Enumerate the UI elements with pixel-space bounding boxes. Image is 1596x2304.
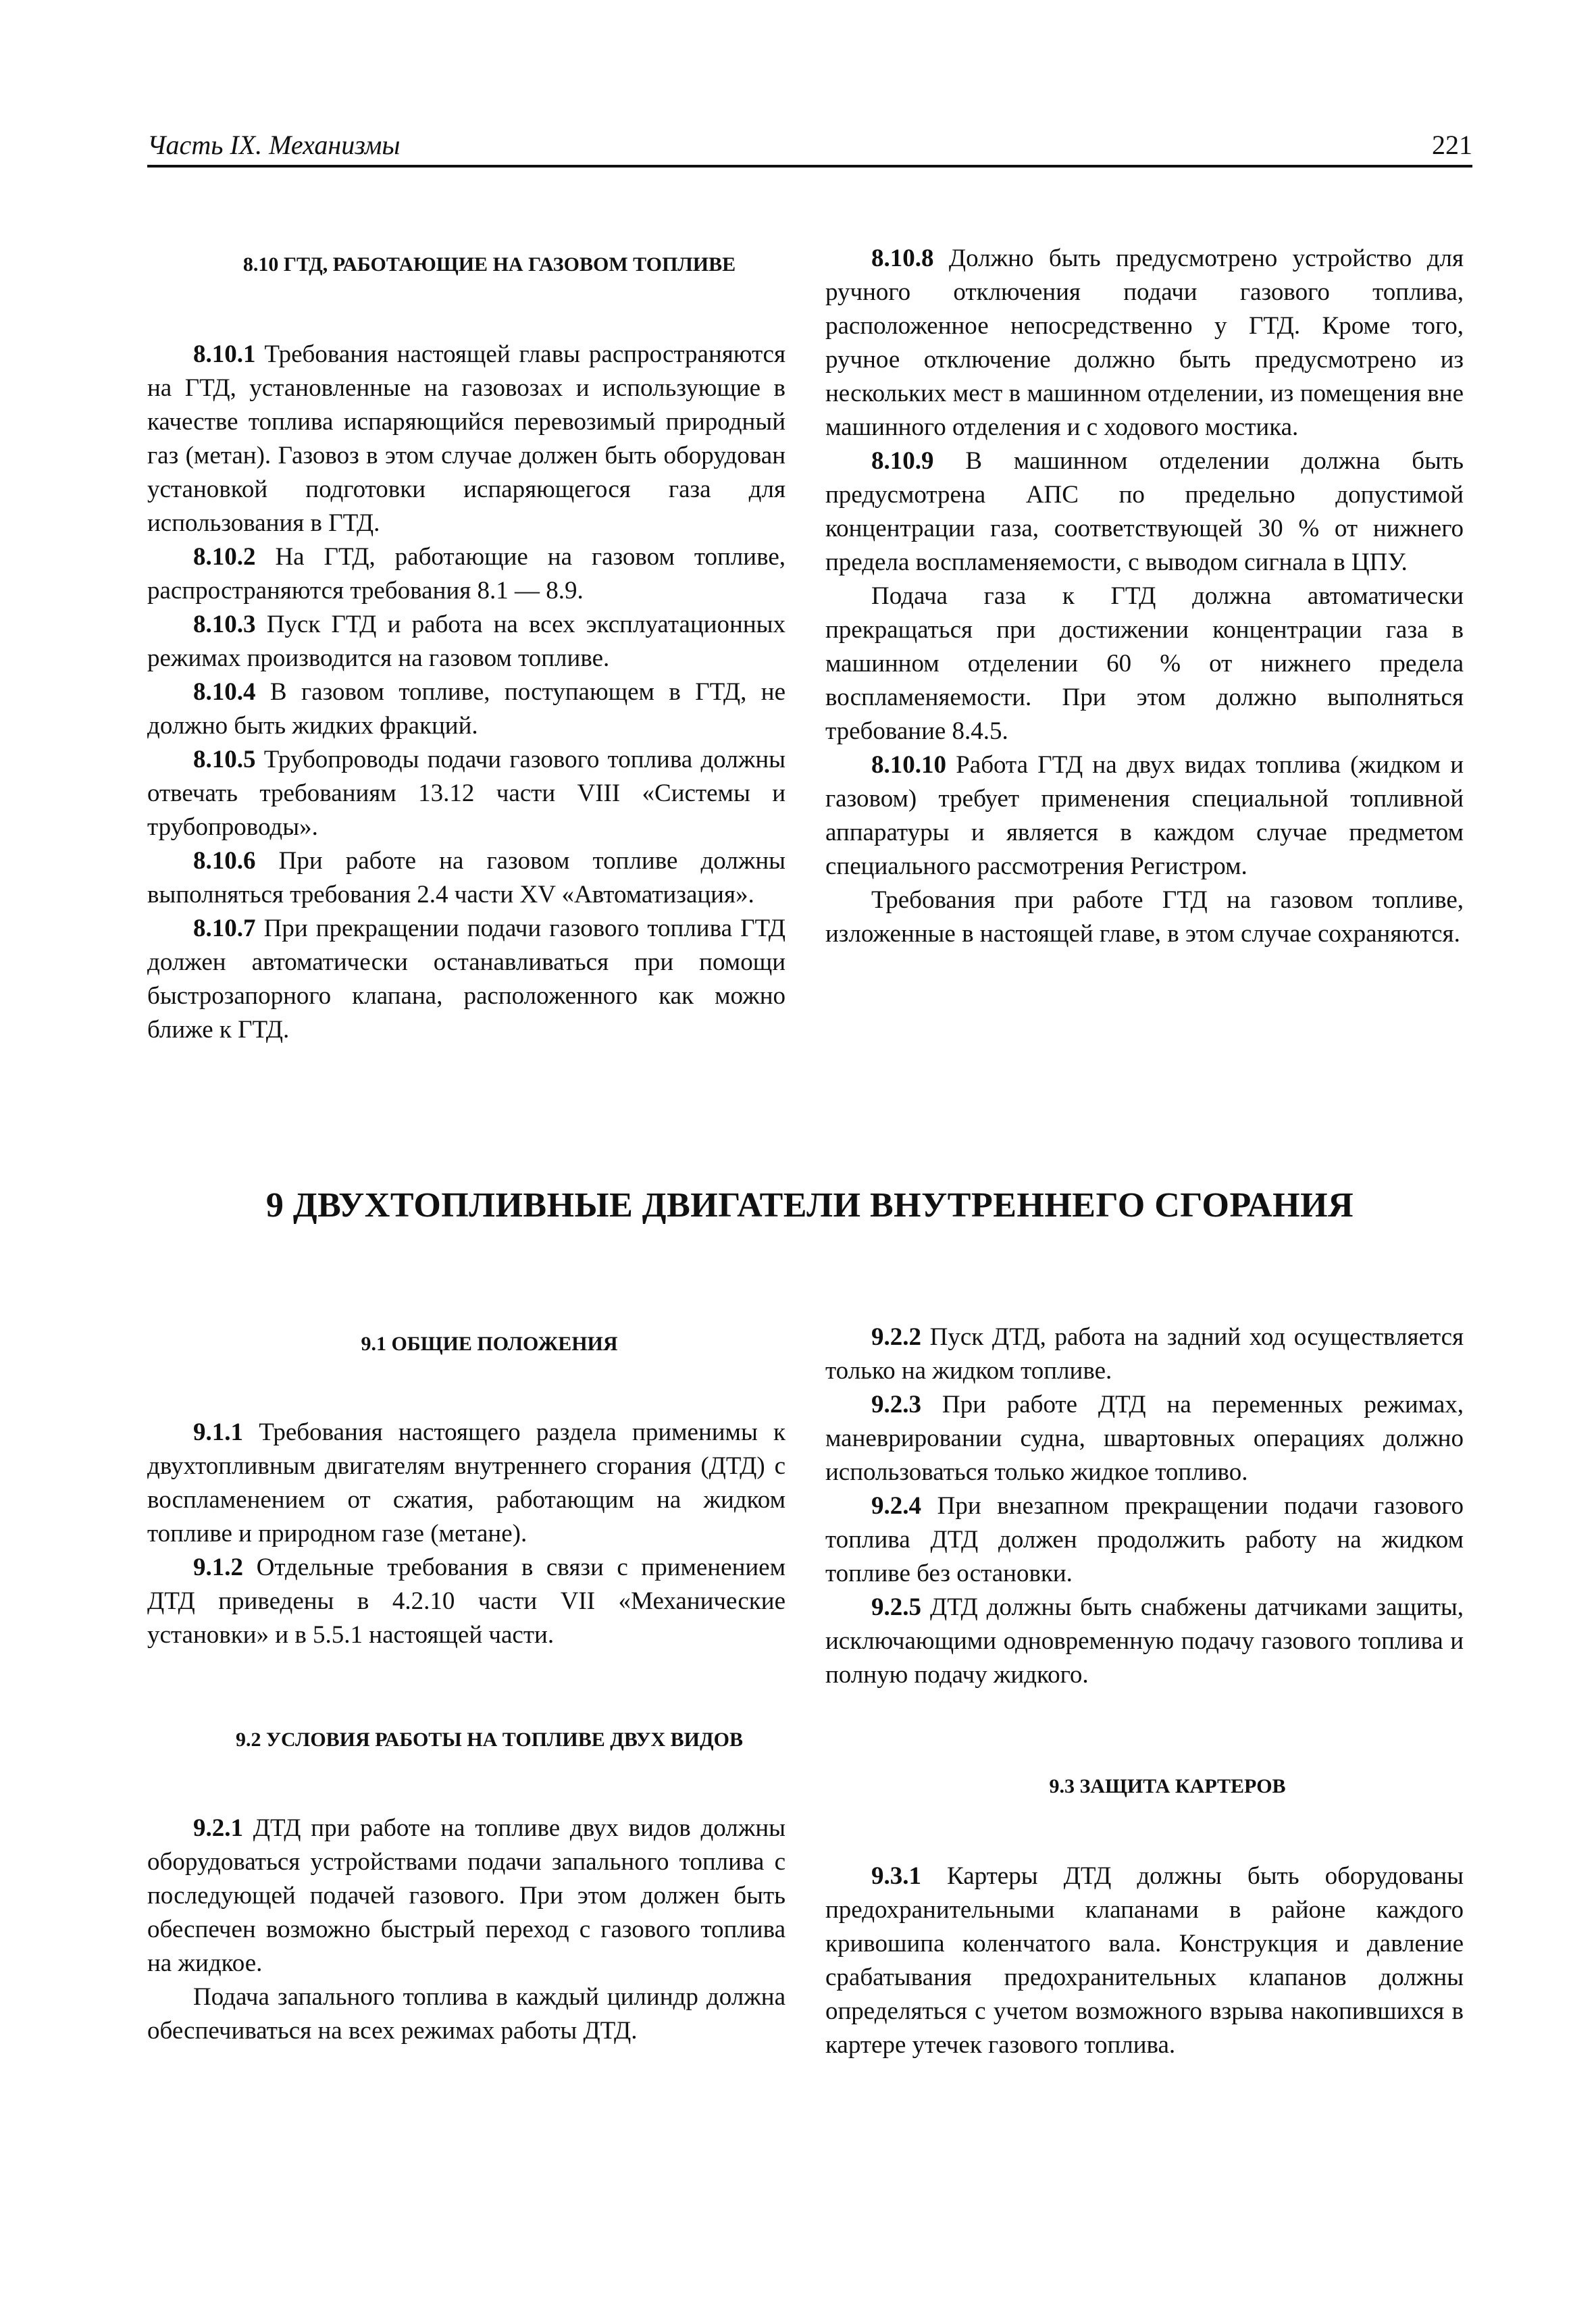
page-number: 221	[1432, 130, 1472, 160]
paragraph-8-10-5: 8.10.5 Трубопроводы подачи газового топлива должны отвечать требованиям 13.12 части VIII «Системы и трубопроводы».	[147, 746, 786, 841]
section-heading-9-3: 9.3 ЗАЩИТА КАРТЕРОВ	[1049, 1775, 1286, 1797]
paragraph-9-2-1-cont: Подача запального топлива в каждый цилиндр должна обеспечиваться на всех режимах работы ДТД.	[147, 1983, 786, 2045]
paragraph-8-10-10-cont: Требования при работе ГТД на газовом топливе, изложенные в настоящей главе, в этом случае сохраняются.	[825, 886, 1464, 948]
paragraph-8-10-2: 8.10.2 На ГТД, работающие на газовом топливе, распространяются требования 8.1 — 8.9.	[147, 543, 786, 605]
column-upper-right	[825, 242, 1464, 951]
paragraph-9-2-5: 9.2.5 ДТД должны быть снабжены датчиками защиты, исключающими одновременную подачу газового топлива и полную подачу жидкого.	[825, 1593, 1464, 1689]
paragraph-8-10-3: 8.10.3 Пуск ГТД и работа на всех эксплуатационных режимах производится на газовом топливе.	[147, 611, 786, 672]
part-title: Часть IX. Механизмы	[147, 130, 401, 160]
paragraph-9-2-4: 9.2.4 При внезапном прекращении подачи газового топлива ДТД должен продолжить работу на жидком топливе без остановки.	[825, 1492, 1464, 1587]
paragraph-8-10-9: 8.10.9 В машинном отделении должна быть предусмотрена АПС по предельно допустимой концентрации газа, соответствующей 30 % от нижнего предела воспламеняемости, с выводом сигнала в ЦПУ.	[825, 447, 1464, 576]
column-lower-left	[147, 1331, 786, 2048]
paragraph-8-10-8: 8.10.8 Должно быть предусмотрено устройство для ручного отключения подачи газового топлива, расположенное непосредственно у ГТД. Кроме того, ручное отключение должно быть предусмотрено из нескольких мест в машинном отделении, из помещения вне машинного отделения и с ходового мостика.	[825, 245, 1464, 441]
section-heading-8-10: 8.10 ГТД, РАБОТАЮЩИЕ НА ГАЗОВОМ ТОПЛИВЕ	[242, 253, 736, 276]
paragraph-9-3-1: 9.3.1 Картеры ДТД должны быть оборудованы предохранительными клапанами в районе каждого кривошипа коленчатого вала. Конструкция и давление срабатывания предохранительных клапанов должны определяться с учетом возможного взрыва накопившихся в картере утечек газового топлива.	[825, 1862, 1464, 2059]
paragraph-8-10-7: 8.10.7 При прекращении подачи газового топлива ГТД должен автоматически останавливаться при помощи быстрозапорного клапана, расположенного как можно ближе к ГТД.	[147, 915, 786, 1044]
paragraph-8-10-4: 8.10.4 В газовом топливе, поступающем в ГТД, не должно быть жидких фракций.	[147, 678, 786, 740]
column-upper-left	[147, 251, 786, 1047]
paragraph-9-2-3: 9.2.3 При работе ДТД на переменных режимах, маневрировании судна, швартовных операциях должно использоваться только жидкое топливо.	[825, 1391, 1464, 1486]
section-heading-9-2: 9.2 УСЛОВИЯ РАБОТЫ НА ТОПЛИВЕ ДВУХ ВИДОВ	[236, 1729, 743, 1751]
paragraph-8-10-6: 8.10.6 При работе на газовом топливе должны выполняться требования 2.4 части XV «Автоматизация».	[147, 847, 786, 908]
paragraph-8-10-9-cont: Подача газа к ГТД должна автоматически прекращаться при достижении концентрации газа в машинном отделении 60 % от нижнего предела воспламеняемости. При этом должно выполняться требование 8.4.5.	[825, 582, 1464, 745]
paragraph-8-10-10: 8.10.10 Работа ГТД на двух видах топлива (жидком и газовом) требует применения специальной топливной аппаратуры и является в каждом случае предметом специального рассмотрения Регистром.	[825, 751, 1464, 880]
paragraph-8-10-1: 8.10.1 Требования настоящей главы распространяются на ГТД, установленные на газовозах и использующие в качестве топлива испаряющийся перевозимый природный газ (метан). Газовоз в этом случае должен быть оборудован установкой подготовки испаряющегося газа для использования в ГТД.	[147, 340, 786, 537]
paragraph-9-2-2: 9.2.2 Пуск ДТД, работа на задний ход осуществляется только на жидком топливе.	[825, 1323, 1464, 1385]
paragraph-9-1-2: 9.1.2 Отдельные требования в связи с применением ДТД приведены в 4.2.10 части VII «Механические установки» и в 5.5.1 настоящей части.	[147, 1554, 786, 1649]
paragraph-9-1-1: 9.1.1 Требования настоящего раздела применимы к двухтопливным двигателям внутреннего сгорания (ДТД) с воспламенением от сжатия, работающим на жидком топливе и природном газе (метане).	[147, 1418, 786, 1547]
section-heading-9-1: 9.1 ОБЩИЕ ПОЛОЖЕНИЯ	[361, 1333, 618, 1355]
chapter-title: 9 ДВУХТОПЛИВНЫЕ ДВИГАТЕЛИ ВНУТРЕННЕГО СГОРАНИЯ	[265, 1186, 1354, 1225]
paragraph-9-2-1: 9.2.1 ДТД при работе на топливе двух видов должны оборудоваться устройствами подачи запального топлива с последующей подачей газового. При этом должен быть обеспечен возможно быстрый переход с газового топлива на жидкое.	[147, 1814, 786, 1977]
column-lower-right	[825, 1321, 1464, 2062]
running-header	[147, 122, 1472, 168]
